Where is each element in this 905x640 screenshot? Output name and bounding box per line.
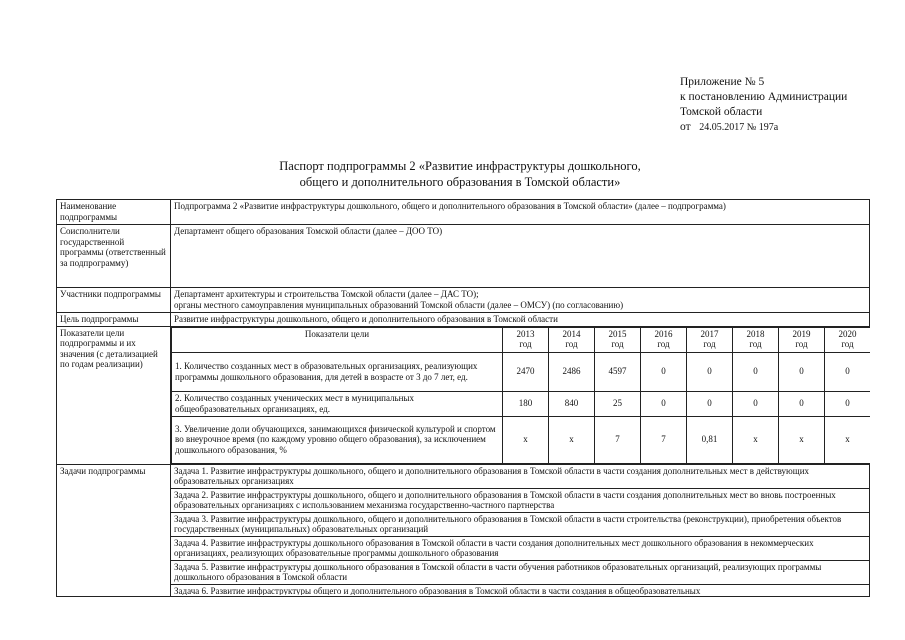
task-item-2: Задача 2. Развитие инфраструктуры дошкольного, общего и дополнительного образования в Томской области в части создания дополнительных мест во вновь построенных образовательных организациях с использованием механизма государственно-частного партнерства [171,488,870,512]
task-item-1: Задача 1. Развитие инфраструктуры дошкольного, общего и дополнительного образования в Томской области в части создания дополнительных мест в действующих образовательных организациях [171,464,870,488]
indicator-value: 7 [641,416,687,463]
annex-line-3: Томской области [680,106,763,118]
row-goal-label: Цель подпрограммы [57,313,171,327]
document-title [180,158,740,190]
annex-line-1: Приложение № 5 [680,76,765,88]
indicator-value: 0 [641,391,687,416]
indicator-value: 0 [825,352,870,391]
year-header: 2014 год [549,327,595,352]
year-header: 2015 год [595,327,641,352]
annex-date-prefix: от [680,121,691,133]
task-item-6: Задача 6. Развитие инфраструктуры общего и дополнительного образования в Томской области в части создания в общеобразовательных [174,585,701,595]
annex-line-2: к постановлению Администрации [680,91,848,103]
indicator-value: x [549,416,595,463]
indicator-value: 25 [595,391,641,416]
task-item-4: Задача 4. Развитие инфраструктуры дошкольного образования в Томской области в части создания дополнительных мест дошкольного образования в некоммерческих организациях, реализующих образовательные программы дошкольного образования [171,536,870,560]
row-participants [57,288,870,313]
indicator-row-2 [172,391,870,416]
annex-date: 24.05.2017 № 197а [699,122,779,133]
indicator-value: 0 [779,352,825,391]
indicator-value: 0 [825,391,870,416]
indicator-value: 2470 [503,352,549,391]
indicator-name: 3. Увеличение доли обучающихся, занимающихся физической культурой и спортом во внеурочное время (по каждому уровню общего образования), за исключением дошкольного образования, % [172,416,503,463]
indicator-value: 0 [687,352,733,391]
row-indicators-label: Показатели цели подпрограммы и их значения (с детализацией по годам реализации) [57,326,171,464]
indicators-header: Показатели цели [172,327,503,352]
indicator-value: 0 [733,352,779,391]
document-title-line-2: общего и дополнительного образования в Томской области» [299,175,621,189]
task-item-5: Задача 5. Развитие инфраструктуры дошкольного образования в Томской области в части обучения работников образовательных организаций, реализующих программы дошкольного образования в Томской области [171,560,870,584]
indicator-value: 180 [503,391,549,416]
indicator-value: x [503,416,549,463]
row-goal-value: Развитие инфраструктуры дошкольного, общего и дополнительного образования в Томской области [171,313,870,327]
year-header: 2020 год [825,327,870,352]
year-header: 2018 год [733,327,779,352]
indicator-value: 0 [641,352,687,391]
participants-line-2: органы местного самоуправления муниципальных образований Томской области (далее – ОМСУ) (по согласованию) [174,299,624,310]
task-item-3: Задача 3. Развитие инфраструктуры дошкольного, общего и дополнительного образования в Томской области в части строительства (реконструкции), приобретения объектов государственных (муниципальных) образовательных организаций [171,512,870,536]
task-item-6-cell [171,584,870,596]
indicator-value: 0 [779,391,825,416]
indicator-value: 0,81 [687,416,733,463]
row-coexec-value: Департамент общего образования Томской области (далее – ДОО ТО) [171,225,870,288]
row-indicators [57,326,870,464]
row-task-6 [57,584,870,596]
row-name-value: Подпрограмма 2 «Развитие инфраструктуры дошкольного, общего и дополнительного образования в Томской области» (далее – подпрограмма) [171,200,870,225]
indicator-value: x [779,416,825,463]
indicator-row-3 [172,416,870,463]
participants-line-1: Департамент архитектуры и строительства Томской области (далее – ДАС ТО); [174,289,479,299]
annex-line-4 [680,120,895,135]
indicator-value: 4597 [595,352,641,391]
row-task-5 [57,560,870,584]
indicator-value: 840 [549,391,595,416]
indicator-value: 7 [595,416,641,463]
indicator-value: x [825,416,870,463]
row-task-3 [57,512,870,536]
year-header: 2019 год [779,327,825,352]
document-title-line-1: Паспорт подпрограммы 2 «Развитие инфраструктуры дошкольного, [279,159,641,173]
row-task-2 [57,488,870,512]
indicator-value: 0 [733,391,779,416]
row-coexec [57,225,870,288]
indicator-name: 1. Количество созданных мест в образовательных организациях, реализующих программы дошкольного образования, для детей в возрасте от 3 до 7 лет, ед. [172,352,503,391]
indicators-header-row [172,327,870,352]
passport-table [56,199,870,597]
indicator-row-1 [172,352,870,391]
indicator-value: 2486 [549,352,595,391]
indicator-value: 0 [687,391,733,416]
annex-header [680,75,895,135]
row-participants-value [171,288,870,313]
year-header: 2013 год [503,327,549,352]
indicator-name: 2. Количество созданных ученических мест в муниципальных общеобразовательных организациях, ед. [172,391,503,416]
row-tasks [57,464,870,488]
row-name [57,200,870,225]
indicators-cell [171,326,870,464]
row-name-label: Наименование подпрограммы [57,200,171,225]
year-header: 2017 год [687,327,733,352]
row-task-4 [57,536,870,560]
row-participants-label: Участники подпрограммы [57,288,171,313]
indicators-table [171,327,870,464]
row-tasks-label: Задачи подпрограммы [57,464,171,596]
row-coexec-label: Соисполнители государственной программы (ответственный за подпрограмму) [57,225,171,288]
year-header: 2016 год [641,327,687,352]
row-goal [57,313,870,327]
indicator-value: x [733,416,779,463]
